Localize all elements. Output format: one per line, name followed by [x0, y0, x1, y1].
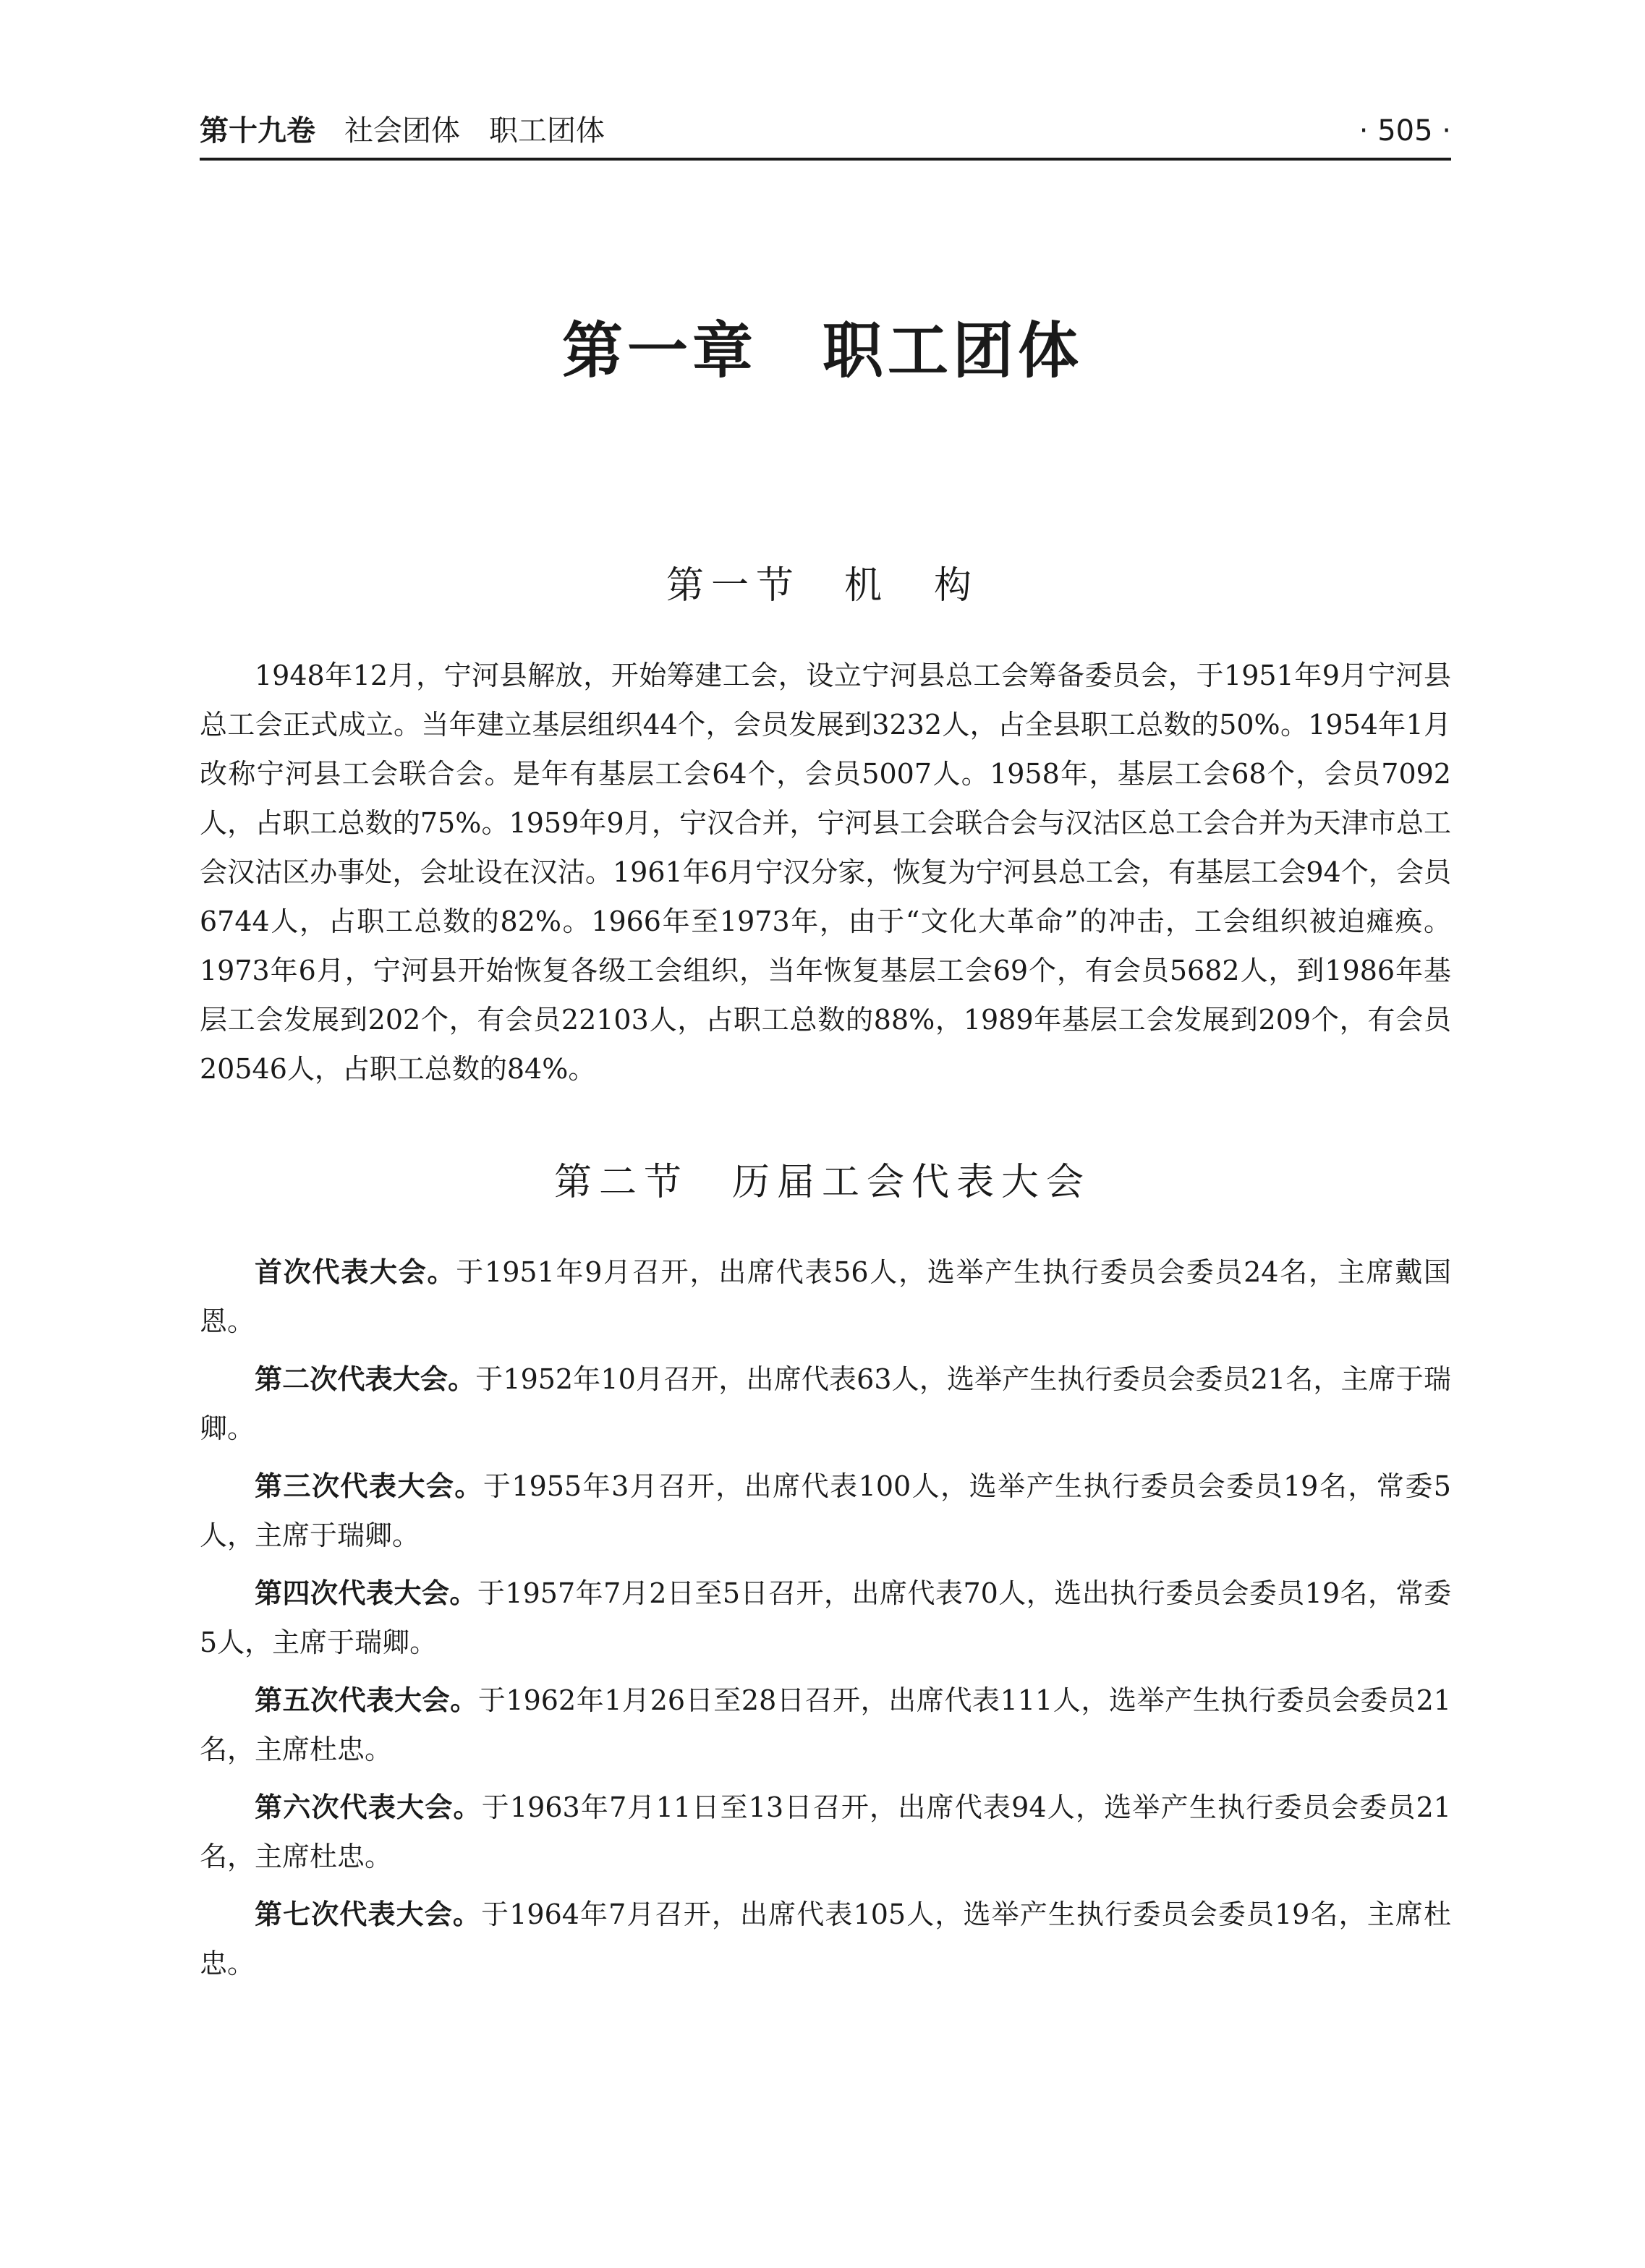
congress-text: 于1957年7月2日至5日召开，出席代表70人，选出执行委员会委员19名，常委5人，主席于瑞卿。: [200, 1577, 1451, 1658]
section-2-title: [0, 1157, 1645, 1208]
congress-list: [200, 1248, 1451, 1997]
page-number: · 505 ·: [1359, 114, 1451, 148]
congress-lead: 第二次代表大会。: [255, 1363, 476, 1395]
congress-entry: [200, 1676, 1451, 1774]
chapter-title: [0, 311, 1645, 391]
congress-lead: 第三次代表大会。: [255, 1470, 483, 1502]
congress-text: 于1964年7月召开，出席代表105人，选举产生执行委员会委员19名，主席杜忠。: [200, 1898, 1451, 1979]
chapter-label: 第一章: [561, 315, 757, 386]
congress-entry: [200, 1462, 1451, 1560]
congress-text: 于1963年7月11日至13日召开，出席代表94人，选举产生执行委员会委员21名，主席杜忠。: [200, 1791, 1451, 1872]
congress-text: 于1952年10月召开，出席代表63人，选举产生执行委员会委员21名，主席于瑞卿。: [200, 1363, 1451, 1444]
congress-entry: [200, 1248, 1451, 1346]
section-2-label: 第二节: [553, 1161, 689, 1204]
section-2-name: 历届工会代表大会: [732, 1161, 1092, 1204]
congress-text: 于1955年3月召开，出席代表100人，选举产生执行委员会委员19名，常委5人，主席于瑞卿。: [200, 1470, 1451, 1551]
volume-label: 第十九卷: [200, 114, 315, 148]
congress-entry: [200, 1890, 1451, 1988]
congress-lead: 第四次代表大会。: [255, 1577, 477, 1609]
header-rule: [200, 158, 1451, 161]
running-header: [200, 108, 1451, 153]
chapter-name: 职工团体: [822, 315, 1084, 386]
congress-entry: [200, 1355, 1451, 1453]
congress-lead: 第七次代表大会。: [255, 1898, 482, 1930]
congress-lead: 第六次代表大会。: [255, 1791, 482, 1823]
section-1-name: 机 构: [844, 564, 979, 608]
congress-entry: [200, 1783, 1451, 1881]
subsection-label: 职工团体: [489, 114, 605, 148]
section-label: 社会团体: [344, 114, 460, 148]
section-1-body: 1948年12月，宁河县解放，开始筹建工会，设立宁河县总工会筹备委员会，于1951年9月宁河县总工会正式成立。当年建立基层组织44个，会员发展到3232人，占全县职工总数的50%。1954年1月改称宁河县工会联合会。是年有基层工会64个，会员5007人。1958年，基层工会68个，会员7092人，占职工总数的75%。1959年9月，宁汉合并，宁河县工会联合会与汉沽区总工会合并为天津市总工会汉沽区办事处，会址设在汉沽。1961年6月宁汉分家，恢复为宁河县总工会，有基层工会94个，会员6744人，占职工总数的82%。1966年至1973年，由于“文化大革命”的冲击，工会组织被迫瘫痪。1973年6月，宁河县开始恢复各级工会组织，当年恢复基层工会69个，有会员5682人，到1986年基层工会发展到202个，有会员22103人，占职工总数的88%，1989年基层工会发展到209个，有会员20546人，占职工总数的84%。: [200, 660, 1451, 1085]
congress-lead: 第五次代表大会。: [255, 1684, 478, 1716]
section-1-title: [0, 560, 1645, 611]
section-1-label: 第一节: [666, 564, 801, 608]
congress-entry: [200, 1569, 1451, 1667]
congress-text: 于1962年1月26日至28日召开，出席代表111人，选举产生执行委员会委员21名，主席杜忠。: [200, 1684, 1451, 1765]
congress-lead: 首次代表大会。: [255, 1256, 456, 1288]
congress-text: 于1951年9月召开，出席代表56人，选举产生执行委员会委员24名，主席戴国恩。: [200, 1256, 1451, 1337]
